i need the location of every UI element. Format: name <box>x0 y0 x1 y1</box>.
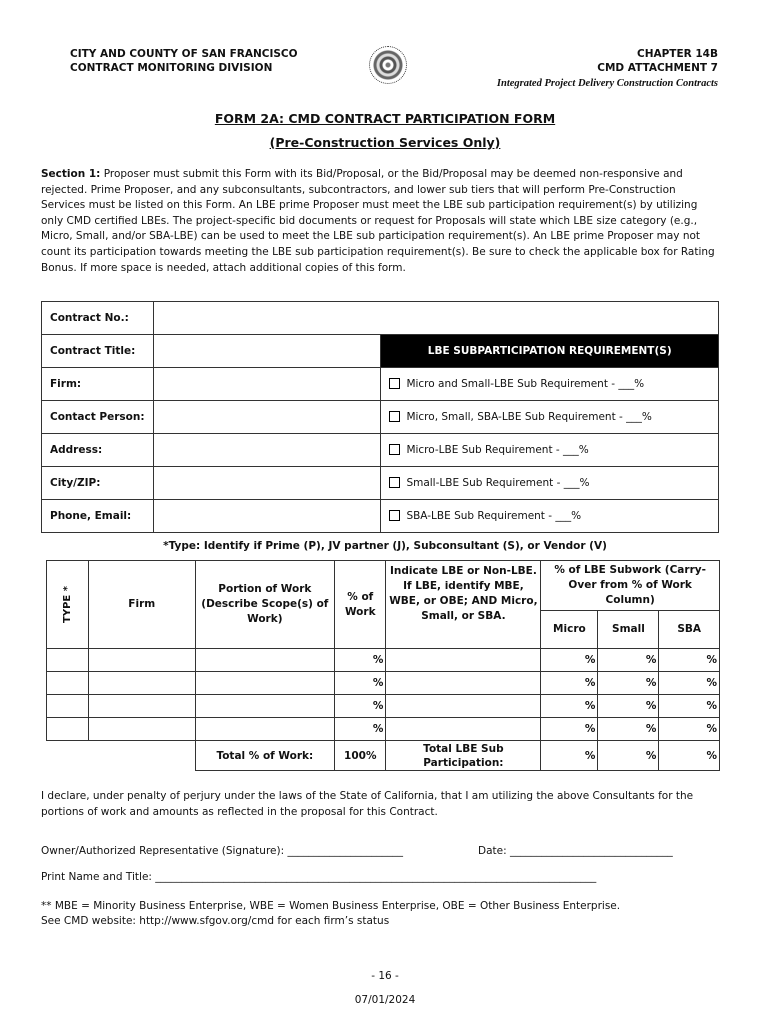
type-cell[interactable] <box>47 718 89 741</box>
attachment-label: CMD ATTACHMENT 7 <box>597 62 718 74</box>
type-column-header: TYPE * <box>47 561 89 649</box>
chapter-label: CHAPTER 14B <box>636 48 718 60</box>
sba-column-header: SBA <box>659 611 720 649</box>
portion-column-header: Portion of Work (Describe Scope(s) of Work) <box>195 561 335 649</box>
type-cell[interactable] <box>47 695 89 718</box>
firm-cell[interactable] <box>88 672 195 695</box>
phone-email-label: Phone, Email: <box>42 500 154 533</box>
city-zip-field[interactable] <box>153 467 381 500</box>
firm-column-header: Firm <box>88 561 195 649</box>
indicate-column-header: Indicate LBE or Non-LBE. If LBE, identify MBE, WBE, or OBE; AND Micro, Small, or SBA. <box>386 561 541 649</box>
form-title: FORM 2A: CMD CONTRACT PARTICIPATION FORM <box>214 111 556 126</box>
small-column-header: Small <box>598 611 659 649</box>
micro-cell[interactable]: % <box>541 718 598 741</box>
total-work-label: Total % of Work: <box>195 741 335 771</box>
section-1-instructions <box>41 167 719 276</box>
contract-info-table <box>41 301 719 533</box>
total-row <box>47 741 720 771</box>
micro-cell[interactable]: % <box>541 695 598 718</box>
address-field[interactable] <box>153 434 381 467</box>
page-date: 07/01/2024 <box>354 994 416 1006</box>
small-cell[interactable]: % <box>598 649 659 672</box>
address-label: Address: <box>42 434 154 467</box>
req-micro-checkbox[interactable] <box>389 444 400 455</box>
portion-cell[interactable] <box>195 695 335 718</box>
phone-email-field[interactable] <box>153 500 381 533</box>
total-micro-cell[interactable]: % <box>541 741 598 771</box>
micro-cell[interactable]: % <box>541 649 598 672</box>
firm-label: Firm: <box>42 368 154 401</box>
date-line[interactable]: Date: _______________________________ <box>478 845 673 857</box>
req-small-label: Small-LBE Sub Requirement - ___% <box>406 477 590 489</box>
portion-cell[interactable] <box>195 672 335 695</box>
form-subtitle: (Pre-Construction Services Only) <box>269 135 501 150</box>
header-right <box>497 47 718 91</box>
table-row <box>47 695 720 718</box>
sba-cell[interactable]: % <box>659 718 720 741</box>
req-micro-row <box>381 434 719 467</box>
micro-column-header: Micro <box>541 611 598 649</box>
table-row <box>47 672 720 695</box>
pct-work-column-header: % of Work <box>335 561 386 649</box>
total-spacer <box>47 741 196 771</box>
portion-cell[interactable] <box>195 649 335 672</box>
req-micro-small-checkbox[interactable] <box>389 378 400 389</box>
city-zip-label: City/ZIP: <box>42 467 154 500</box>
req-micro-label: Micro-LBE Sub Requirement - ___% <box>406 444 589 456</box>
footnote-definitions: ** MBE = Minority Business Enterprise, WBE = Women Business Enterprise, OBE = Other Business Enterprise. <box>41 900 621 912</box>
declaration-text: I declare, under penalty of perjury under the laws of the State of California, that I am utilizing the above Consultants for the portions of work and amounts as reflected in the proposal for this Contract. <box>41 790 694 818</box>
req-micro-small-sba-checkbox[interactable] <box>389 411 400 422</box>
pct-work-cell[interactable]: % <box>335 695 386 718</box>
contract-title-field[interactable] <box>153 335 381 368</box>
total-lbe-label: Total LBE Sub Participation: <box>386 741 541 771</box>
footnote-website: See CMD website: http://www.sfgov.org/cmd for each firm’s status <box>41 915 390 927</box>
small-cell[interactable]: % <box>598 718 659 741</box>
type-cell[interactable] <box>47 672 89 695</box>
print-name-line[interactable]: Print Name and Title: ____________________________________________________________________________________ <box>41 871 597 883</box>
req-micro-small-sba-row <box>381 401 719 434</box>
total-small-cell[interactable]: % <box>598 741 659 771</box>
table-row <box>47 718 720 741</box>
req-sba-row <box>381 500 719 533</box>
indicate-cell[interactable] <box>386 672 541 695</box>
type-cell[interactable] <box>47 649 89 672</box>
contact-person-field[interactable] <box>153 401 381 434</box>
indicate-cell[interactable] <box>386 718 541 741</box>
indicate-cell[interactable] <box>386 695 541 718</box>
section-1-text: Proposer must submit this Form with its Bid/Proposal, or the Bid/Proposal may be deemed non-responsive and rejected. Prime Proposer, and any subconsultants, subcontractors, and lower sub tiers that will perform Pre-Construction Services must be listed on this Form. An LBE prime Proposer must meet the LBE sub participation requirement(s) by utilizing only CMD certified LBEs. The project-specific bid documents or request for Proposals will state which LBE size category (e.g., Micro, Small, and/or SBA-LBE) can be used to meet the LBE sub participation requirement(s). An LBE prime Proposer may not count its participation towards meeting the LBE sub participation requirement(s). Be sure to check the applicable box for Rating Bonus. If more space is needed, attach additional copies of this form. <box>41 168 715 274</box>
lbe-requirement-header: LBE SUBPARTICIPATION REQUIREMENT(S) <box>381 335 719 368</box>
firm-cell[interactable] <box>88 649 195 672</box>
firm-cell[interactable] <box>88 695 195 718</box>
req-micro-small-sba-label: Micro, Small, SBA-LBE Sub Requirement - ___% <box>406 411 652 423</box>
req-small-checkbox[interactable] <box>389 477 400 488</box>
contract-type-label: Integrated Project Delivery Construction Contracts <box>496 78 718 89</box>
pct-work-cell[interactable]: % <box>335 649 386 672</box>
small-cell[interactable]: % <box>598 672 659 695</box>
sba-cell[interactable]: % <box>659 672 720 695</box>
total-sba-cell[interactable]: % <box>659 741 720 771</box>
participation-table <box>46 560 720 771</box>
total-work-value: 100% <box>335 741 386 771</box>
req-sba-label: SBA-LBE Sub Requirement - ___% <box>406 510 582 522</box>
page-number: - 16 - <box>371 970 399 982</box>
req-small-row <box>381 467 719 500</box>
contract-no-label: Contract No.: <box>42 302 154 335</box>
portion-cell[interactable] <box>195 718 335 741</box>
division-label: CONTRACT MONITORING DIVISION <box>70 62 273 74</box>
header-left <box>70 47 298 75</box>
type-note: *Type: Identify if Prime (P), JV partner (J), Subconsultant (S), or Vendor (V) <box>163 540 607 552</box>
footnote <box>41 899 731 929</box>
req-micro-small-row <box>381 368 719 401</box>
sba-cell[interactable]: % <box>659 649 720 672</box>
table-row <box>47 649 720 672</box>
req-sba-checkbox[interactable] <box>389 510 400 521</box>
contract-title-label: Contract Title: <box>42 335 154 368</box>
small-cell[interactable]: % <box>598 695 659 718</box>
city-seal-icon <box>369 46 407 84</box>
pct-work-cell[interactable]: % <box>335 718 386 741</box>
section-1-label: Section 1: <box>41 168 101 180</box>
contact-person-label: Contact Person: <box>42 401 154 434</box>
firm-field[interactable] <box>153 368 381 401</box>
pct-work-cell[interactable]: % <box>335 672 386 695</box>
city-county-label: CITY AND COUNTY OF SAN FRANCISCO <box>70 48 298 60</box>
contract-no-field[interactable] <box>153 302 718 335</box>
firm-cell[interactable] <box>88 718 195 741</box>
indicate-cell[interactable] <box>386 649 541 672</box>
req-micro-small-label: Micro and Small-LBE Sub Requirement - ___% <box>406 378 645 390</box>
sba-cell[interactable]: % <box>659 695 720 718</box>
lbe-subwork-column-header: % of LBE Subwork (Carry-Over from % of Work Column) <box>541 561 720 611</box>
micro-cell[interactable]: % <box>541 672 598 695</box>
signature-line[interactable]: Owner/Authorized Representative (Signature): ______________________ <box>41 845 403 857</box>
